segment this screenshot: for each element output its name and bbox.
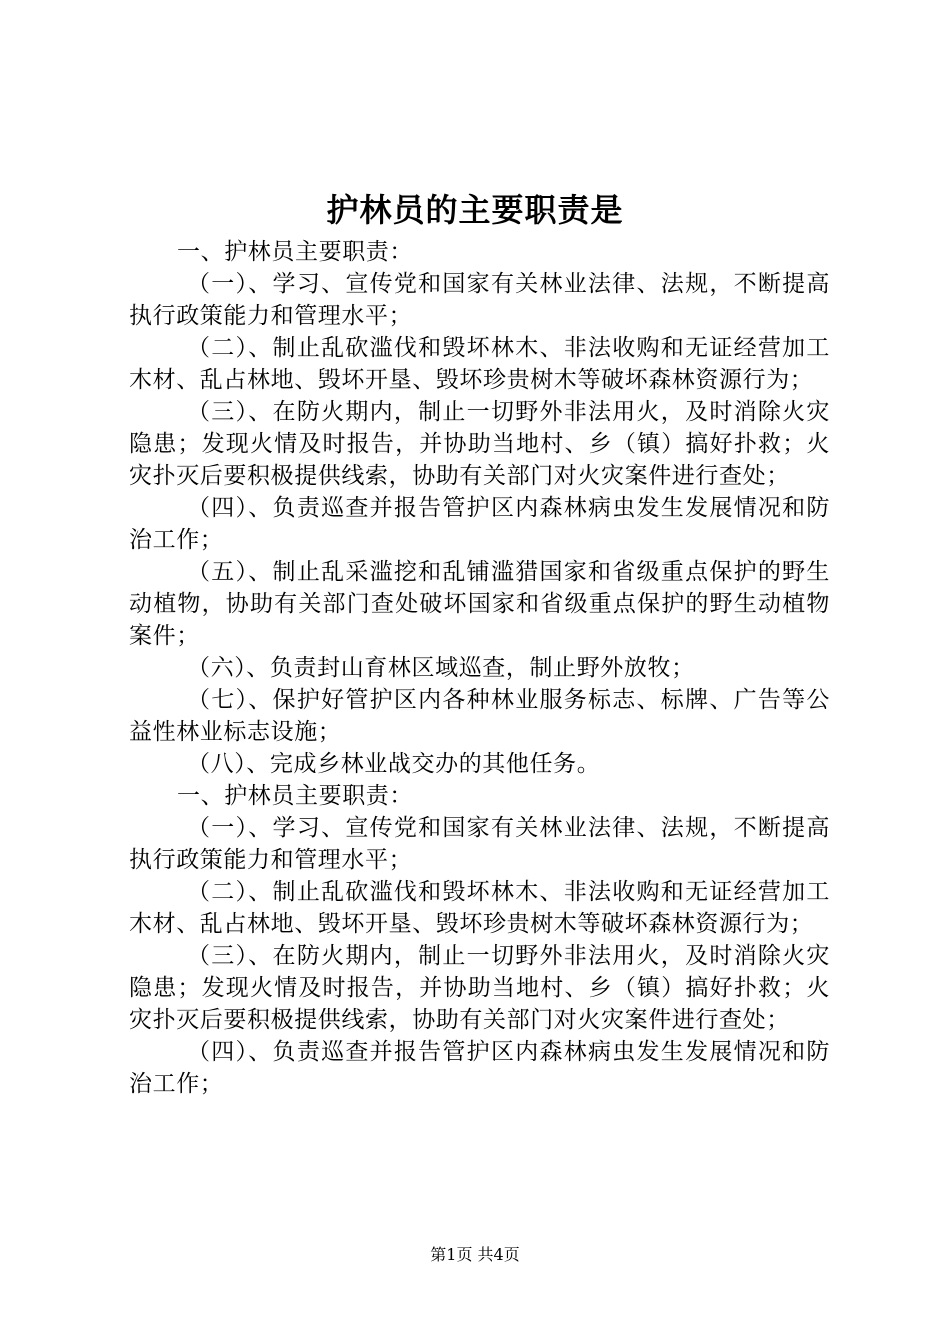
section-heading: 一、护林员主要职责：: [177, 239, 413, 265]
duty-item: （四）、负责巡查并报告管护区内森林病虫发生发展情况和防治工作；: [129, 495, 830, 553]
duty-item: （七）、保护好管护区内各种林业服务标志、标牌、广告等公益性林业标志设施；: [129, 687, 830, 745]
document-body: [129, 236, 830, 1100]
duty-item: （三）、在防火期内，制止一切野外非法用火，及时消除火灾隐患；发现火情及时报告，并协助当地村、乡（镇）搞好扑救；火灾扑灭后要积极提供线索，协助有关部门对火灾案件进行查处；: [129, 943, 830, 1033]
section-heading: 一、护林员主要职责：: [177, 783, 413, 809]
duty-item: （三）、在防火期内，制止一切野外非法用火，及时消除火灾隐患；发现火情及时报告，并协助当地村、乡（镇）搞好扑救；火灾扑灭后要积极提供线索，协助有关部门对火灾案件进行查处；: [129, 399, 830, 489]
duty-item: （六）、负责封山育林区域巡查，制止野外放牧；: [187, 655, 695, 681]
duty-item: （五）、制止乱采滥挖和乱铺滥猎国家和省级重点保护的野生动植物，协助有关部门查处破坏国家和省级重点保护的野生动植物案件；: [129, 559, 830, 649]
page-footer: 第1页 共4页: [430, 1245, 520, 1264]
duty-item: （一）、学习、宣传党和国家有关林业法律、法规，不断提高执行政策能力和管理水平；: [129, 815, 830, 873]
duty-item: （一）、学习、宣传党和国家有关林业法律、法规，不断提高执行政策能力和管理水平；: [129, 271, 830, 329]
document-title: 护林员的主要职责是: [326, 191, 624, 229]
duty-item: （二）、制止乱砍滥伐和毁坏林木、非法收购和无证经营加工木材、乱占林地、毁坏开垦、毁坏珍贵树木等破坏森林资源行为；: [129, 879, 830, 937]
duty-item: （二）、制止乱砍滥伐和毁坏林木、非法收购和无证经营加工木材、乱占林地、毁坏开垦、毁坏珍贵树木等破坏森林资源行为；: [129, 335, 830, 393]
duty-item: （四）、负责巡查并报告管护区内森林病虫发生发展情况和防治工作；: [129, 1039, 830, 1097]
duty-item: （八）、完成乡林业战交办的其他任务。: [187, 751, 601, 777]
